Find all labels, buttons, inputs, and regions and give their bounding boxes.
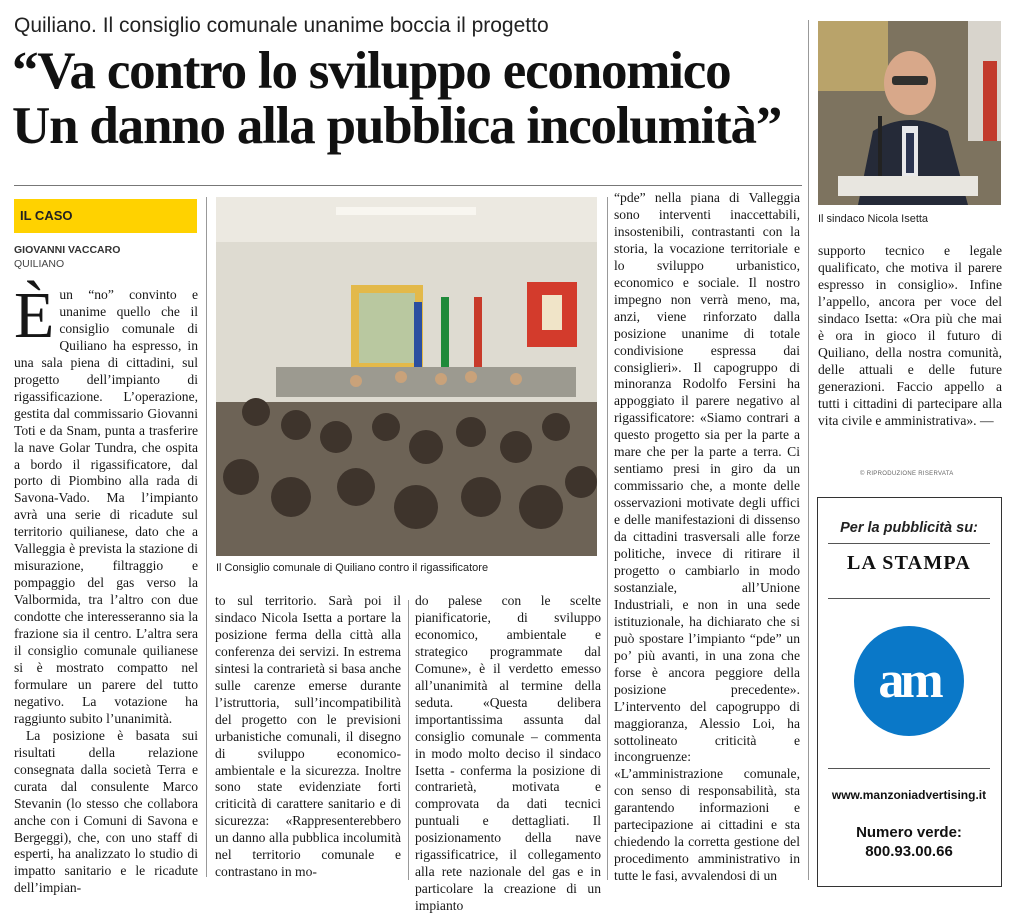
article-column-1 bbox=[14, 279, 198, 896]
portrait-caption: Il sindaco Nicola Isetta bbox=[818, 213, 929, 225]
ad-phone-label: Numero verde: bbox=[856, 824, 962, 841]
article-column-5 bbox=[818, 243, 1002, 465]
column-5-text: supporto tecnico e legale qualificato, che motiva il parere espresso in consiglio». Infine l’appello, ancora per voce del sindaco Isetta: «Ora più che mai è ora in gioco il futuro di Quiliano, della nostra comunità, delle attuali e delle future generazioni. Faccio appello a tutti i cittadini di partecipare alla vita civile e amministrativa». — bbox=[818, 243, 1002, 428]
dateline-location: QUILIANO bbox=[14, 258, 65, 270]
headline bbox=[12, 44, 812, 154]
article-column-2 bbox=[215, 593, 401, 879]
manzoni-logo-icon bbox=[853, 625, 965, 737]
paragraph-1 bbox=[14, 279, 198, 728]
council-meeting-photo bbox=[216, 197, 597, 556]
logo-text: am bbox=[878, 652, 940, 709]
paragraph-2: La posizione è basata sui risultati della relazione consegnata dalla società Terra e curata dal consulente Marco Stevanin (lo stesso che collabora anche con i Comuni di Savona e Bergeggi), che, con uno staff di esperti, ha analizzato lo studio di impatto sanitario e le ricadute dell’impian- bbox=[14, 727, 198, 896]
section-tag-label: IL CASO bbox=[20, 208, 73, 223]
drop-cap: È bbox=[14, 279, 55, 352]
photo-caption: Il Consiglio comunale di Quiliano contro il rigassificatore bbox=[216, 562, 489, 574]
column-2-text: to sul territorio. Sarà poi il sindaco Nicola Isetta a portare la posizione ferma della città alla conferenza dei servizi. In estrema sintesi la contrarietà si basa anche sulle carenze emerse durante l’istruttoria, sull’incompatibilità del progetto con le previsioni urbanistiche comunali, il disegno di sviluppo economico-ambientale e la sicurezza. Inoltre sono state evidenziate forti criticità di carattere sanitario e di sicurezza: «Rappresenterebbero un danno alla pubblica incolumità nel territorio comunale e contrastano in mo- bbox=[215, 593, 401, 880]
ad-title: Per la pubblicità su: bbox=[840, 520, 978, 536]
column-divider bbox=[808, 20, 809, 880]
column-divider bbox=[408, 600, 409, 880]
headline-line-2: Un danno alla pubblica incolumità” bbox=[12, 97, 782, 155]
ad-brand: LA STAMPA bbox=[847, 552, 971, 574]
mayor-image bbox=[818, 21, 1001, 205]
ad-phone-number[interactable]: 800.93.00.66 bbox=[865, 843, 953, 860]
column-divider bbox=[206, 197, 207, 877]
column-3-text: do palese con le scelte pianificatorie, di sviluppo economico, ambientale e strategico programmate dal Comune», è il verdetto emesso all’unanimità al termine della seduta. «Questa delibera importantissima assunta dal consiglio comunale – commenta in modo molto deciso il sindaco Isetta - conferma la posizione di contrarietà, motivata e comprovata da dati tecnici puntuali e dettagliati. Il posizionamento della nave rigassificatrice, il collegamento alla rete nazionale del gas e in particolare la creazione di un impianto bbox=[415, 593, 601, 914]
article-column-4 bbox=[614, 190, 800, 884]
article-column-3 bbox=[415, 593, 601, 914]
advertisement-box bbox=[817, 497, 1002, 887]
ad-divider bbox=[828, 543, 990, 544]
column-divider bbox=[607, 197, 608, 880]
section-tag bbox=[14, 199, 197, 233]
council-meeting-image bbox=[216, 197, 597, 556]
author-byline: GIOVANNI VACCARO bbox=[14, 244, 121, 256]
ad-divider bbox=[828, 768, 990, 769]
ad-divider bbox=[828, 598, 990, 599]
headline-line-1: “Va contro lo sviluppo economico bbox=[12, 42, 731, 100]
paragraph-1-text: un “no” convinto e unanime quello che il consiglio comunale di Quiliano ha espresso, in una sala piena di cittadini, sul progetto dell’impianto di rigassificazione. L’operazione, gestita dal commissario Giovanni Toti e da Snam, punta a trasferire la nave Golar Tundra, che ospita a bordo il rigassificatore, dal porto di Piombino alla rada di Savona-Vado. Ma l’impianto avrà una serie di ricadute sul territorio quilianese, dato che a Valleggia è prevista la stazione di misurazione, filtraggio e pompaggio del gas verso la Valbormida, tra l’altro con due condotte che interesseranno sia la frazione sia il centro. L’altra sera il consiglio comunale quilianese si è mostrato compatto nel formulare un parere del tutto negativo. La votazione ha raggiunto subito l’unanimità. bbox=[14, 287, 198, 726]
manzoni-logo bbox=[853, 625, 965, 737]
kicker: Quiliano. Il consiglio comunale unanime boccia il progetto bbox=[14, 14, 549, 37]
copyright-notice: © RIPRODUZIONE RISERVATA bbox=[860, 471, 954, 477]
mayor-portrait-photo bbox=[818, 21, 1001, 205]
ad-website[interactable]: www.manzoniadvertising.it bbox=[831, 788, 987, 802]
column-4-text: “pde” nella piana di Valleggia sono interventi inaccettabili, insostenibili, contrastanti con la storia, la vocazione territoriale e lo sviluppo urbanistico, economico e sociale. Il nostro impegno non verrà meno, ma, anzi, viene rinforzato dalla posizione unanime di totale condivisione espressa dai consiglieri». Il capogruppo di minoranza Rodolfo Fersini ha appoggiato il parere negativo al rigassificatore: «Siamo contrari a questo progetto sia per la parte a mare che per la parte a terra. Ci sentiamo presi in giro da un commissario che, a monte delle osservazioni motivate degli uffici e delle manifestazioni di dissenso da cittadini trasversali alle forze politiche, invece di ritirare il progetto o cambiarlo in modo sostanziale, all’Unione Industriali, e non in una sede istituzionale, ha dichiarato che si può spostare l’impianto “pde” un po’ più avanti, in una zona che forse è ancora peggiore della posizione precedente». L’intervento del capogruppo di maggioranza, Alessio Loi, ha sottolineato criticità e incongruenze: «L’amministrazione comunale, con senso di responsabilità, sta garantendo informazioni e partecipazione ai cittadini e sta chiedendo la corretta gestione del procedimento amministrativo in tutte le fasi, avvalendosi di un bbox=[614, 190, 800, 884]
headline-rule bbox=[14, 185, 802, 186]
